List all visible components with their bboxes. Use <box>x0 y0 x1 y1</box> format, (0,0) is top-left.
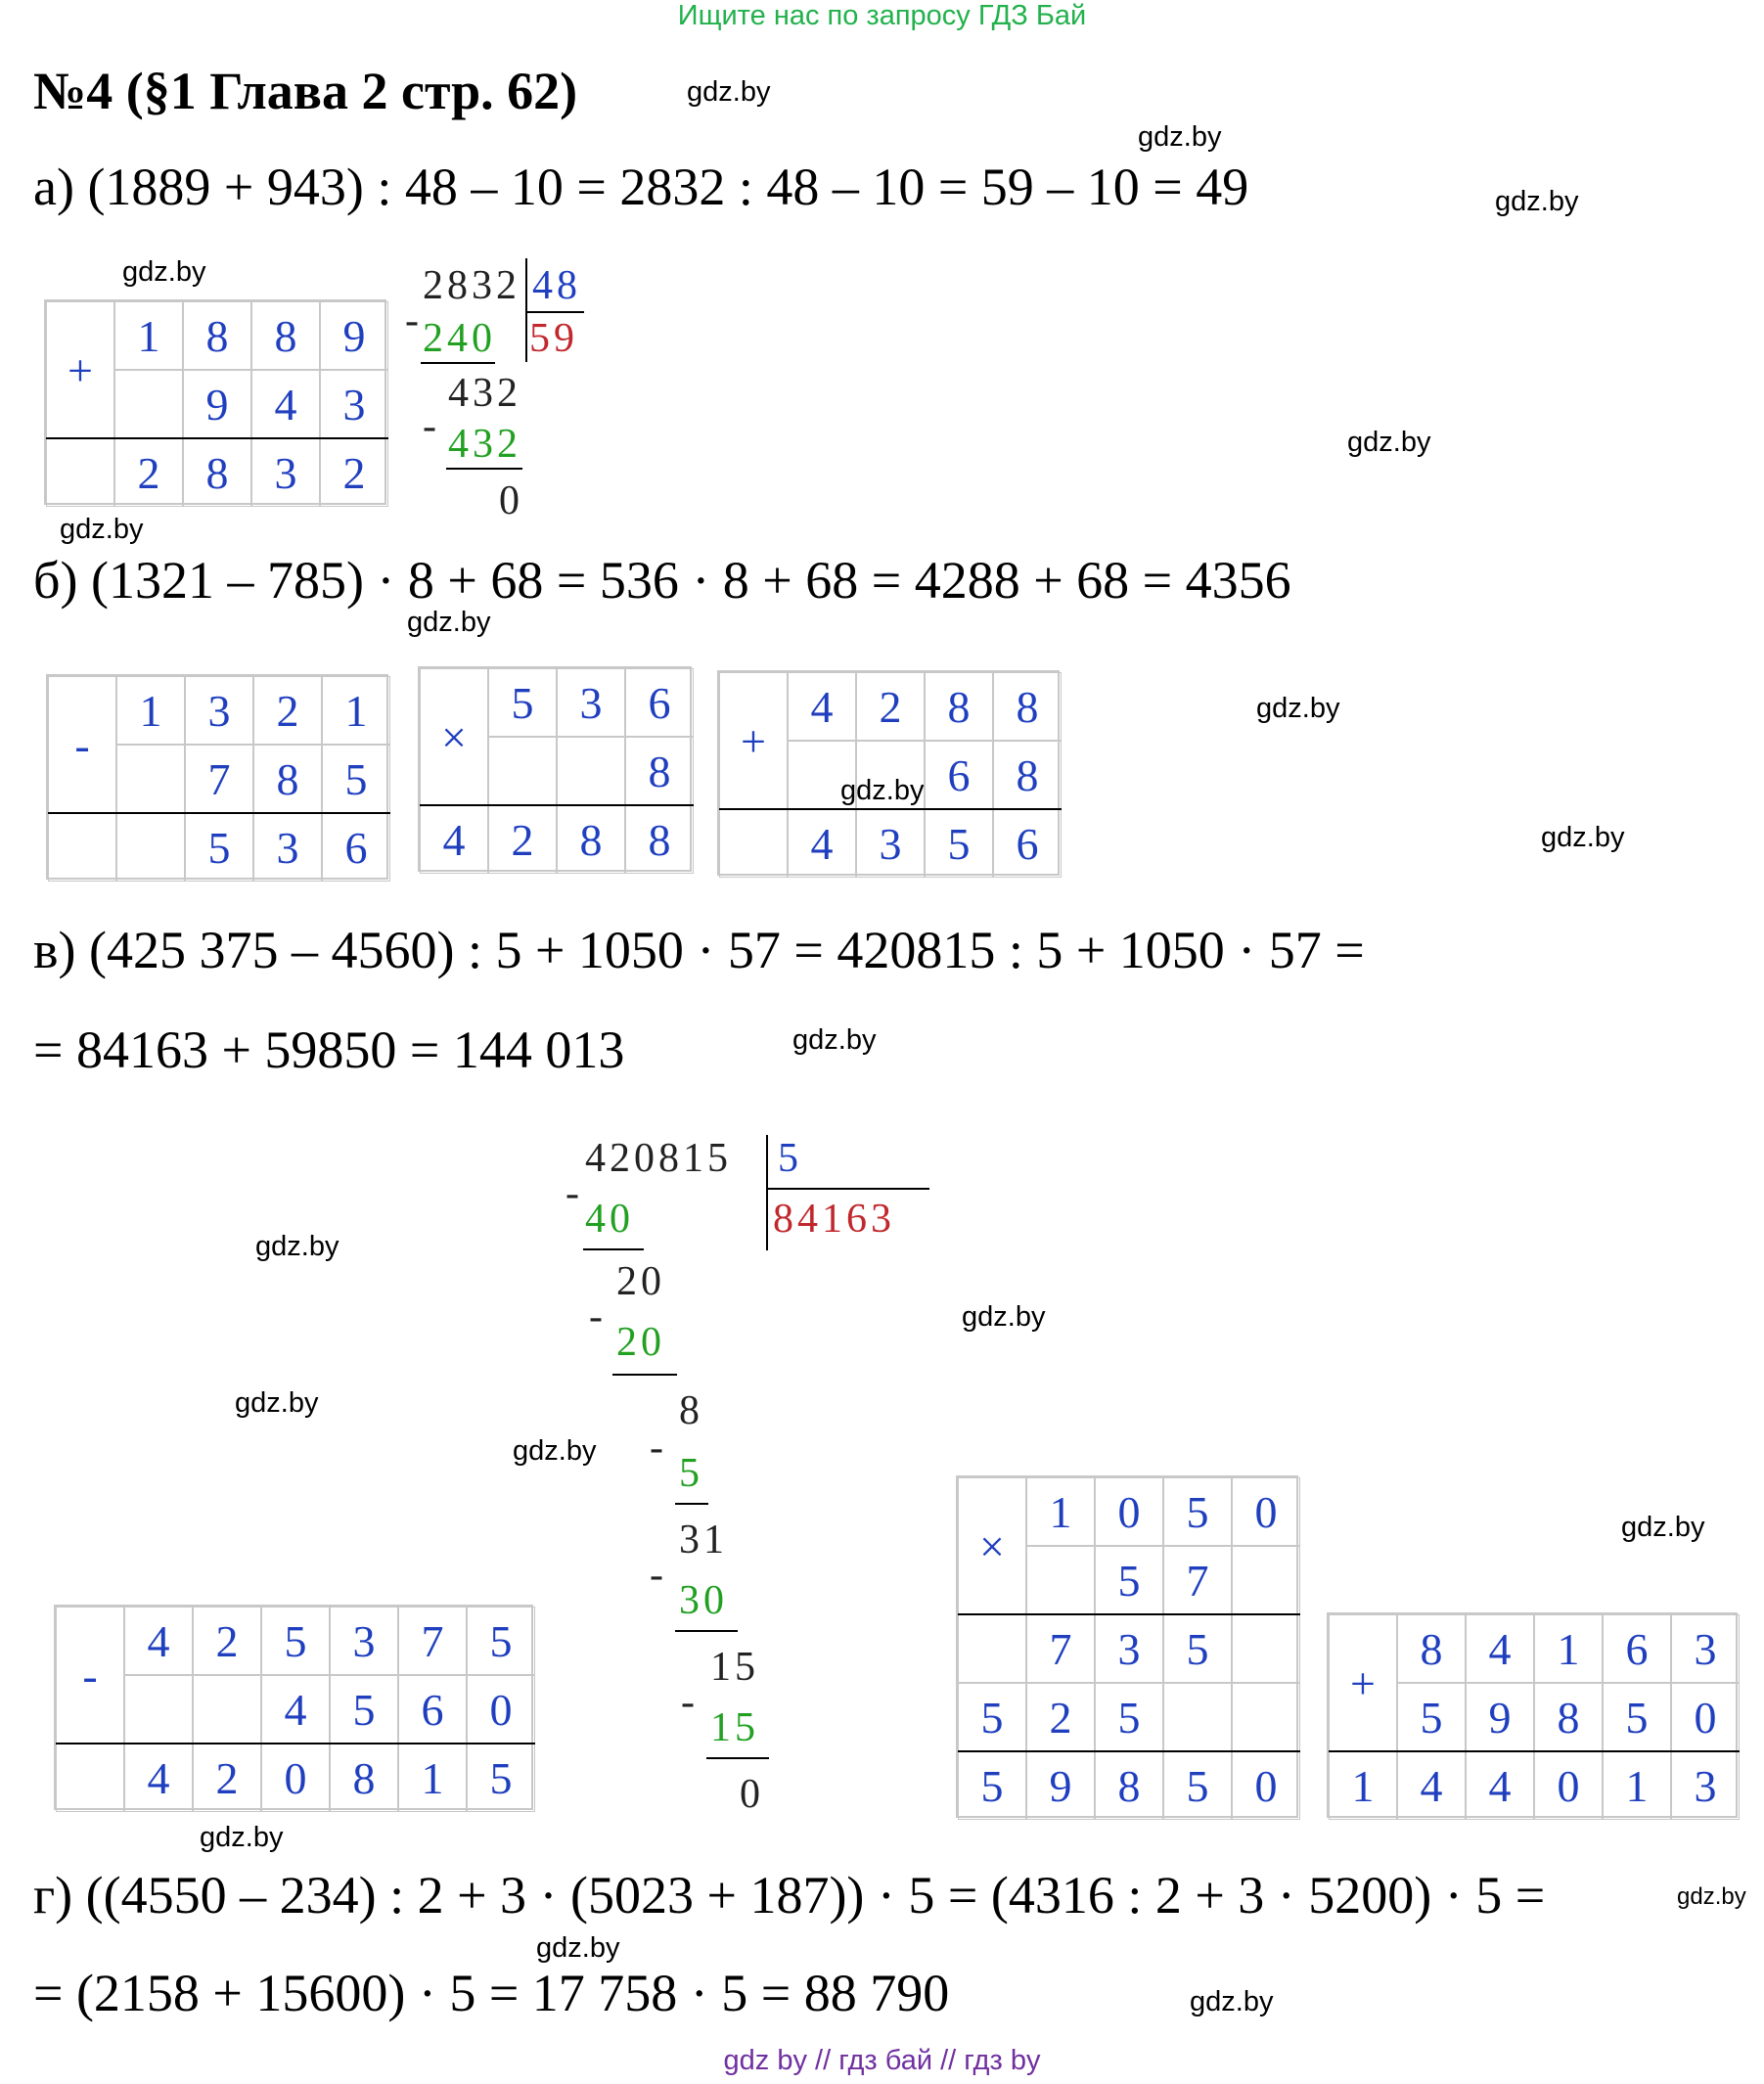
digit-cell: 5 <box>1095 1683 1163 1751</box>
digit-cell: 1 <box>1603 1751 1671 1820</box>
watermark: gdz.by <box>1677 1883 1746 1910</box>
digit-cell: 1 <box>398 1744 467 1812</box>
step: 20 <box>616 1320 665 1365</box>
digit-cell: 7 <box>1163 1546 1232 1614</box>
digit-cell <box>788 741 856 809</box>
watermark: gdz.by <box>513 1435 597 1467</box>
digit-cell: 5 <box>467 1744 535 1812</box>
watermark: gdz.by <box>687 76 771 108</box>
digit-cell: 2 <box>193 1744 261 1812</box>
digit-cell: 5 <box>1095 1546 1163 1614</box>
watermark: gdz.by <box>255 1231 339 1262</box>
step: 432 <box>448 371 521 416</box>
digit-cell: 2 <box>320 438 388 507</box>
watermark: gdz.by <box>1256 693 1340 724</box>
digit-cell: 2 <box>856 672 925 741</box>
digit-cell: 0 <box>261 1744 330 1812</box>
operator-sign: + <box>46 301 114 438</box>
result-rule <box>420 804 694 806</box>
digit-cell: 8 <box>253 745 322 813</box>
digit-cell: 3 <box>320 370 388 438</box>
divisor: 48 <box>532 263 581 308</box>
digit-cell: 4 <box>261 1675 330 1744</box>
minus-sign: - <box>589 1294 607 1339</box>
digit-cell: 1 <box>1534 1614 1603 1683</box>
division-bar <box>766 1135 768 1250</box>
digit-cell <box>116 745 185 813</box>
watermark: gdz.by <box>792 1024 877 1056</box>
equation-a: а) (1889 + 943) : 48 – 10 = 2832 : 48 – 10 = 59 – 10 = 49 <box>33 158 1249 216</box>
watermark: gdz.by <box>235 1387 319 1419</box>
digit-cell: 6 <box>925 741 993 809</box>
digit-cell: 3 <box>251 438 320 507</box>
digit-cell: 4 <box>788 672 856 741</box>
watermark: gdz.by <box>200 1822 284 1853</box>
step-rule <box>583 1248 644 1250</box>
digit-cell: 5 <box>958 1751 1026 1820</box>
digit-cell: 5 <box>958 1683 1026 1751</box>
step: 432 <box>448 422 521 467</box>
digit-cell: 4 <box>1466 1614 1534 1683</box>
digit-cell: 1 <box>322 676 390 745</box>
digit-cell: 3 <box>330 1607 398 1675</box>
operator-sign: + <box>1329 1614 1397 1751</box>
digit-cell: 0 <box>467 1675 535 1744</box>
digit-cell: 9 <box>183 370 251 438</box>
digit-cell: 8 <box>183 438 251 507</box>
digit-cell: 8 <box>1534 1683 1603 1751</box>
column-addition-b <box>717 670 1060 876</box>
digit-cell <box>958 1614 1026 1683</box>
digit-cell <box>488 737 557 805</box>
column-addition-a <box>44 299 386 505</box>
digit-cell <box>1026 1546 1095 1614</box>
result-rule <box>46 437 388 439</box>
step-rule <box>706 1757 769 1759</box>
digit-cell: 2 <box>253 676 322 745</box>
digit-cell: 1 <box>114 301 183 370</box>
watermark: gdz.by <box>840 775 925 806</box>
digit-cell: 0 <box>1095 1477 1163 1546</box>
digit-cell: 1 <box>116 676 185 745</box>
digit-cell: 6 <box>993 809 1062 878</box>
step: 8 <box>679 1388 703 1433</box>
digit-cell: 6 <box>1603 1614 1671 1683</box>
digit-cell: 8 <box>183 301 251 370</box>
operator-sign: + <box>719 672 788 809</box>
digit-cell: 4 <box>1466 1751 1534 1820</box>
digit-cell <box>48 813 116 882</box>
watermark: gdz.by <box>407 607 491 638</box>
digit-cell <box>1232 1614 1300 1683</box>
division-rule <box>527 311 584 313</box>
digit-cell: 5 <box>1163 1751 1232 1820</box>
digit-cell: 8 <box>993 741 1062 809</box>
digit-cell: 7 <box>1026 1614 1095 1683</box>
step: 40 <box>585 1197 634 1242</box>
digit-cell <box>1163 1683 1232 1751</box>
watermark: gdz.by <box>536 1932 620 1964</box>
equation-g-line1: г) ((4550 – 234) : 2 + 3 · (5023 + 187)) · 5 = (4316 : 2 + 3 · 5200) · 5 = <box>33 1866 1546 1925</box>
divisor: 5 <box>778 1136 802 1181</box>
digit-cell: 7 <box>185 745 253 813</box>
digit-cell: 8 <box>625 805 694 874</box>
step: 5 <box>679 1451 703 1496</box>
bottom-banner: gdz by // гдз бай // гдз by <box>723 2045 1041 2076</box>
digit-cell <box>719 809 788 878</box>
digit-cell: 9 <box>320 301 388 370</box>
digit-cell: 0 <box>1232 1477 1300 1546</box>
result-rule <box>56 1743 535 1744</box>
result-rule <box>48 812 390 814</box>
minus-sign: - <box>405 298 423 343</box>
result-rule <box>719 808 1062 810</box>
minus-sign: - <box>681 1680 699 1725</box>
division-rule <box>768 1188 929 1190</box>
digit-cell: 6 <box>625 668 694 737</box>
digit-cell: 5 <box>1397 1683 1466 1751</box>
step: 240 <box>423 316 496 361</box>
watermark: gdz.by <box>1495 186 1579 217</box>
quotient: 59 <box>529 316 578 361</box>
digit-cell: 3 <box>253 813 322 882</box>
minus-sign: - <box>423 404 440 449</box>
digit-cell: 5 <box>925 809 993 878</box>
step: 15 <box>710 1705 759 1750</box>
digit-cell: 5 <box>261 1607 330 1675</box>
digit-cell: 5 <box>322 745 390 813</box>
digit-cell: 8 <box>330 1744 398 1812</box>
digit-cell: 4 <box>1397 1751 1466 1820</box>
digit-cell <box>116 813 185 882</box>
watermark: gdz.by <box>122 256 206 288</box>
digit-cell: 4 <box>788 809 856 878</box>
digit-cell: 2 <box>488 805 557 874</box>
digit-cell: 8 <box>1095 1751 1163 1820</box>
digit-cell <box>46 438 114 507</box>
result-rule <box>958 1750 1300 1752</box>
dividend: 2832 <box>423 263 520 308</box>
column-subtraction-b <box>46 674 388 880</box>
digit-cell: 0 <box>1671 1683 1740 1751</box>
digit-cell: 5 <box>185 813 253 882</box>
step: 20 <box>616 1259 665 1304</box>
digit-cell: 3 <box>1671 1614 1740 1683</box>
step: 31 <box>679 1518 728 1563</box>
digit-cell: 3 <box>185 676 253 745</box>
watermark: gdz.by <box>962 1301 1046 1333</box>
digit-cell: 8 <box>1397 1614 1466 1683</box>
digit-cell <box>124 1675 193 1744</box>
digit-cell: 8 <box>925 672 993 741</box>
step: 30 <box>679 1578 728 1623</box>
digit-cell: 8 <box>251 301 320 370</box>
digit-cell: 9 <box>1026 1751 1095 1820</box>
digit-cell: 4 <box>420 805 488 874</box>
watermark: gdz.by <box>1541 822 1625 853</box>
digit-cell: 5 <box>1163 1477 1232 1546</box>
step: 15 <box>710 1645 759 1690</box>
digit-cell: 4 <box>124 1607 193 1675</box>
equation-v-line1: в) (425 375 – 4560) : 5 + 1050 · 57 = 420815 : 5 + 1050 · 57 = <box>33 921 1365 979</box>
digit-cell: 0 <box>1534 1751 1603 1820</box>
step-rule <box>421 362 495 364</box>
digit-cell: 5 <box>467 1607 535 1675</box>
watermark: gdz.by <box>1347 427 1431 458</box>
digit-cell: 4 <box>251 370 320 438</box>
digit-cell: 3 <box>856 809 925 878</box>
watermark: gdz.by <box>1190 1986 1274 2017</box>
digit-cell: 7 <box>398 1607 467 1675</box>
result-rule <box>958 1613 1300 1615</box>
step-rule <box>612 1374 677 1376</box>
step: 0 <box>499 478 523 523</box>
page-title: №4 (§1 Глава 2 стр. 62) <box>33 62 578 120</box>
watermark: gdz.by <box>1138 121 1222 153</box>
operator-sign: - <box>56 1607 124 1744</box>
digit-cell: 6 <box>398 1675 467 1744</box>
digit-cell: 5 <box>488 668 557 737</box>
digit-cell <box>193 1675 261 1744</box>
digit-cell <box>557 737 625 805</box>
column-addition-v <box>1327 1612 1738 1818</box>
operator-sign: × <box>958 1477 1026 1614</box>
step-rule <box>675 1630 738 1632</box>
digit-cell: 2 <box>114 438 183 507</box>
step-rule <box>675 1503 708 1505</box>
digit-cell: 1 <box>1026 1477 1095 1546</box>
equation-b: б) (1321 – 785) · 8 + 68 = 536 · 8 + 68 = 4288 + 68 = 4356 <box>33 551 1291 610</box>
digit-cell <box>56 1744 124 1812</box>
digit-cell: 2 <box>1026 1683 1095 1751</box>
minus-sign: - <box>565 1171 583 1216</box>
digit-cell: 1 <box>1329 1751 1397 1820</box>
watermark: gdz.by <box>60 514 144 545</box>
minus-sign: - <box>650 1553 667 1598</box>
digit-cell: 2 <box>193 1607 261 1675</box>
division-bar <box>525 258 527 362</box>
digit-cell: 8 <box>625 737 694 805</box>
digit-cell: 3 <box>1095 1614 1163 1683</box>
digit-cell <box>856 741 925 809</box>
digit-cell: 3 <box>557 668 625 737</box>
digit-cell: 5 <box>1163 1614 1232 1683</box>
operator-sign: × <box>420 668 488 805</box>
digit-cell <box>1232 1546 1300 1614</box>
digit-cell: 8 <box>993 672 1062 741</box>
digit-cell: 8 <box>557 805 625 874</box>
digit-cell: 3 <box>1671 1751 1740 1820</box>
column-multiplication-b <box>418 666 692 872</box>
step: 0 <box>740 1772 764 1817</box>
digit-cell: 9 <box>1466 1683 1534 1751</box>
digit-cell <box>114 370 183 438</box>
digit-cell: 4 <box>124 1744 193 1812</box>
column-subtraction-v <box>54 1605 533 1810</box>
dividend: 420815 <box>585 1136 732 1181</box>
column-multiplication-v <box>956 1475 1298 1818</box>
top-banner: Ищите нас по запросу ГДЗ Бай <box>677 0 1087 31</box>
digit-cell: 0 <box>1232 1751 1300 1820</box>
digit-cell: 5 <box>1603 1683 1671 1751</box>
minus-sign: - <box>650 1426 667 1471</box>
equation-v-line2: = 84163 + 59850 = 144 013 <box>33 1020 625 1079</box>
result-rule <box>1329 1750 1740 1752</box>
watermark: gdz.by <box>1621 1512 1705 1543</box>
step-rule <box>446 468 522 470</box>
equation-g-line2: = (2158 + 15600) · 5 = 17 758 · 5 = 88 790 <box>33 1964 950 2022</box>
digit-cell <box>1232 1683 1300 1751</box>
digit-cell: 5 <box>330 1675 398 1744</box>
operator-sign: - <box>48 676 116 813</box>
quotient: 84163 <box>773 1197 895 1242</box>
digit-cell: 6 <box>322 813 390 882</box>
